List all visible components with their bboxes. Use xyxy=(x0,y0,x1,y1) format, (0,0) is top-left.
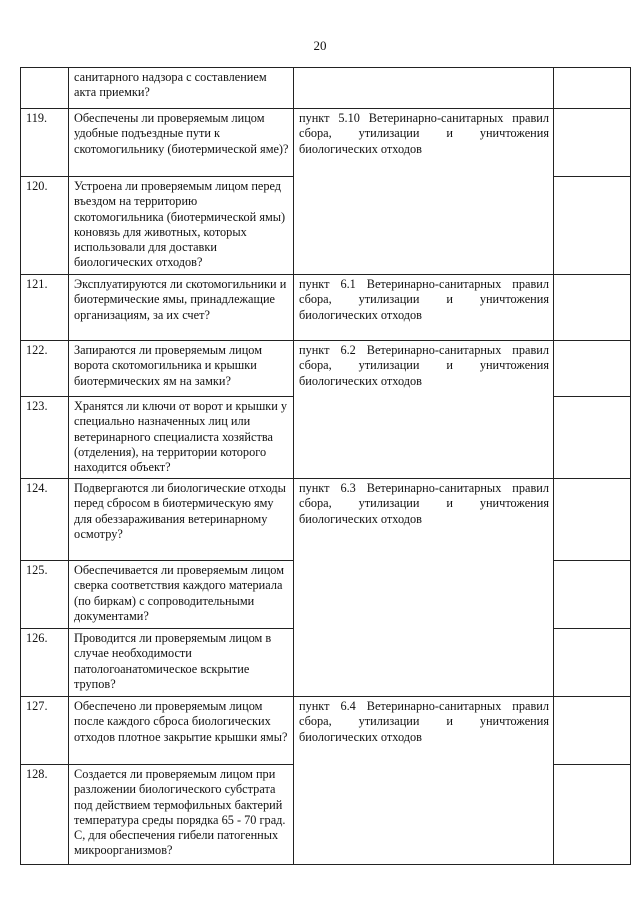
answer-cell xyxy=(554,697,631,765)
row-number: 124. xyxy=(21,479,69,561)
question-cell: Обеспечены ли проверяемым лицом удобные подъездные пути к скотомогильнику (биотермической яме)? xyxy=(69,109,294,177)
answer-cell xyxy=(554,341,631,397)
row-number: 119. xyxy=(21,109,69,177)
table-row xyxy=(21,109,631,177)
reference-cell: пункт 6.2 Ветеринарно-санитарных правил сбора, утилизации и уничтожения биологических отходов xyxy=(294,341,554,479)
question-cell: Устроена ли проверяемым лицом перед въездом на территорию скотомогильника (биотермической ямы) коновязь для животных, которых использовали для доставки биологических отходов? xyxy=(69,177,294,275)
page-number: 20 xyxy=(313,38,327,53)
answer-cell xyxy=(554,561,631,629)
answer-cell xyxy=(554,479,631,561)
reference-cell: пункт 6.3 Ветеринарно-санитарных правил сбора, утилизации и уничтожения биологических отходов xyxy=(294,479,554,697)
question-cell: Создается ли проверяемым лицом при разложении биологического субстрата под действием термофильных бактерий температура среды порядка 65 - 70 град. С, для обеспечения гибели патогенных микроорганизмов? xyxy=(69,765,294,865)
answer-cell xyxy=(554,397,631,479)
table-row xyxy=(21,68,631,109)
question-cell: санитарного надзора с составлением акта приемки? xyxy=(69,68,294,109)
question-cell: Подвергаются ли биологические отходы перед сбросом в биотермическую яму для обеззараживания ветеринарному осмотру? xyxy=(69,479,294,561)
answer-cell xyxy=(554,109,631,177)
answer-cell xyxy=(554,177,631,275)
reference-cell: пункт 6.1 Ветеринарно-санитарных правил сбора, утилизации и уничтожения биологических отходов xyxy=(294,275,554,341)
row-number: 128. xyxy=(21,765,69,865)
answer-cell xyxy=(554,765,631,865)
checklist-table xyxy=(20,67,631,865)
question-cell: Хранятся ли ключи от ворот и крышки у специально назначенных лиц или ветеринарного специалиста хозяйства (отделения), на территории которого находится объект? xyxy=(69,397,294,479)
answer-cell xyxy=(554,275,631,341)
table-row xyxy=(21,697,631,765)
question-cell: Проводится ли проверяемым лицом в случае необходимости патологоанатомическое вскрытие трупов? xyxy=(69,629,294,697)
row-number: 121. xyxy=(21,275,69,341)
row-number: 120. xyxy=(21,177,69,275)
row-number xyxy=(21,68,69,109)
question-cell: Запираются ли проверяемым лицом ворота скотомогильника и крышки биотермических ям на замки? xyxy=(69,341,294,397)
reference-cell: пункт 5.10 Ветеринарно-санитарных правил сбора, утилизации и уничтожения биологических отходов xyxy=(294,109,554,275)
answer-cell xyxy=(554,629,631,697)
table-row xyxy=(21,275,631,341)
row-number: 123. xyxy=(21,397,69,479)
row-number: 126. xyxy=(21,629,69,697)
answer-cell xyxy=(554,68,631,109)
row-number: 127. xyxy=(21,697,69,765)
question-cell: Эксплуатируются ли скотомогильники и биотермические ямы, принадлежащие организациям, за их счет? xyxy=(69,275,294,341)
reference-cell: пункт 6.4 Ветеринарно-санитарных правил сбора, утилизации и уничтожения биологических отходов xyxy=(294,697,554,865)
question-cell: Обеспечено ли проверяемым лицом после каждого сброса биологических отходов плотное закрытие крышки ямы? xyxy=(69,697,294,765)
row-number: 125. xyxy=(21,561,69,629)
question-cell: Обеспечивается ли проверяемым лицом сверка соответствия каждого материала (по биркам) с сопроводительными документами? xyxy=(69,561,294,629)
row-number: 122. xyxy=(21,341,69,397)
table-row xyxy=(21,479,631,561)
table-row xyxy=(21,341,631,397)
reference-cell xyxy=(294,68,554,109)
